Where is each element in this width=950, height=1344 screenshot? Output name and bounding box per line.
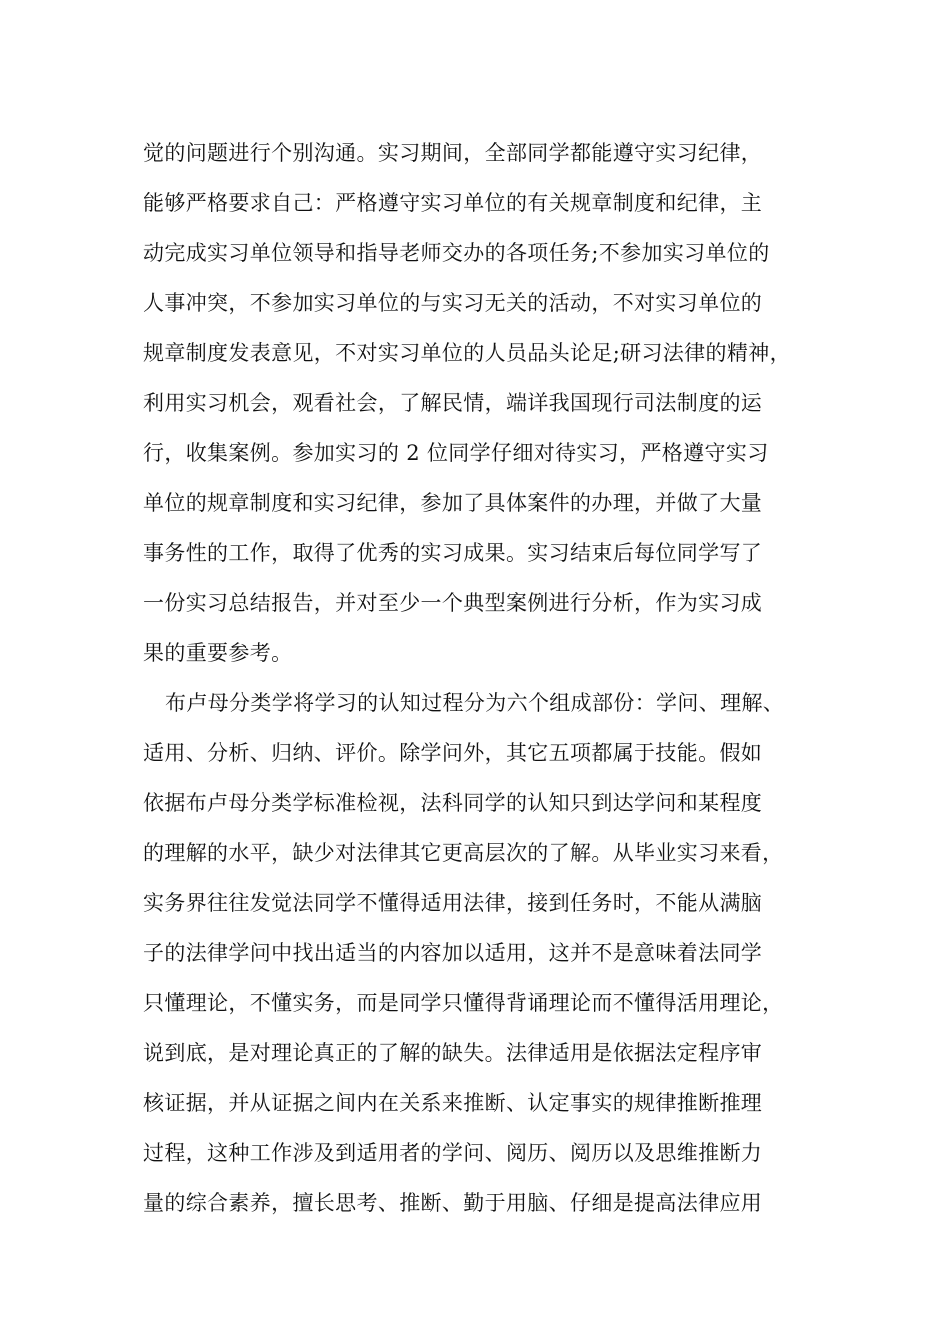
text-line: 子的法律学问中找出适当的内容加以适用，这并不是意味着法同学 [143, 941, 763, 965]
text-line: 一份实习总结报告，并对至少一个典型案例进行分析，作为实习成 [143, 591, 763, 615]
text-line: 的理解的水平，缺少对法律其它更高层次的了解。从毕业实习来看， [143, 841, 784, 865]
text-line: 果的重要参考。 [143, 641, 293, 665]
text-line: 适用、分析、归纳、评价。除学问外，其它五项都属于技能。假如 [143, 741, 763, 765]
text-line: 规章制度发表意见，不对实习单位的人员品头论足;研习法律的精神， [143, 341, 791, 365]
text-line: 动完成实习单位领导和指导老师交办的各项任务;不参加实习单位的 [143, 241, 770, 265]
paragraph-1 [143, 128, 843, 678]
text-line: 觉的问题进行个别沟通。实习期间，全部同学都能遵守实习纪律， [143, 141, 763, 165]
text-line: 量的综合素养，擅长思考、推断、勤于用脑、仔细是提高法律应用 [143, 1191, 763, 1215]
paragraph-2 [143, 678, 843, 1228]
text-line: 说到底，是对理论真正的了解的缺失。法律适用是依据法定程序审 [143, 1041, 763, 1065]
text-line: 行，收集案例。参加实习的 2 位同学仔细对待实习，严格遵守实习 [143, 441, 769, 465]
text-line: 人事冲突，不参加实习单位的与实习无关的活动，不对实习单位的 [143, 291, 763, 315]
text-line: 能够严格要求自己：严格遵守实习单位的有关规章制度和纪律，主 [143, 191, 763, 215]
text-line: 事务性的工作，取得了优秀的实习成果。实习结束后每位同学写了 [143, 541, 763, 565]
text-line: 实务界往往发觉法同学不懂得适用法律，接到任务时，不能从满脑 [143, 891, 763, 915]
text-line: 核证据，并从证据之间内在关系来推断、认定事实的规律推断推理 [143, 1091, 763, 1115]
text-line: 利用实习机会，观看社会，了解民情，端详我国现行司法制度的运 [143, 391, 763, 415]
text-line: 布卢母分类学将学习的认知过程分为六个组成部份：学问、理解、 [165, 691, 785, 715]
text-line: 依据布卢母分类学标准检视，法科同学的认知只到达学问和某程度 [143, 791, 763, 815]
text-line: 只懂理论，不懂实务，而是同学只懂得背诵理论而不懂得活用理论， [143, 991, 784, 1015]
body-text [143, 128, 843, 1228]
text-line: 过程，这种工作涉及到适用者的学问、阅历、阅历以及思维推断力 [143, 1141, 763, 1165]
text-line: 单位的规章制度和实习纪律，参加了具体案件的办理，并做了大量 [143, 491, 763, 515]
